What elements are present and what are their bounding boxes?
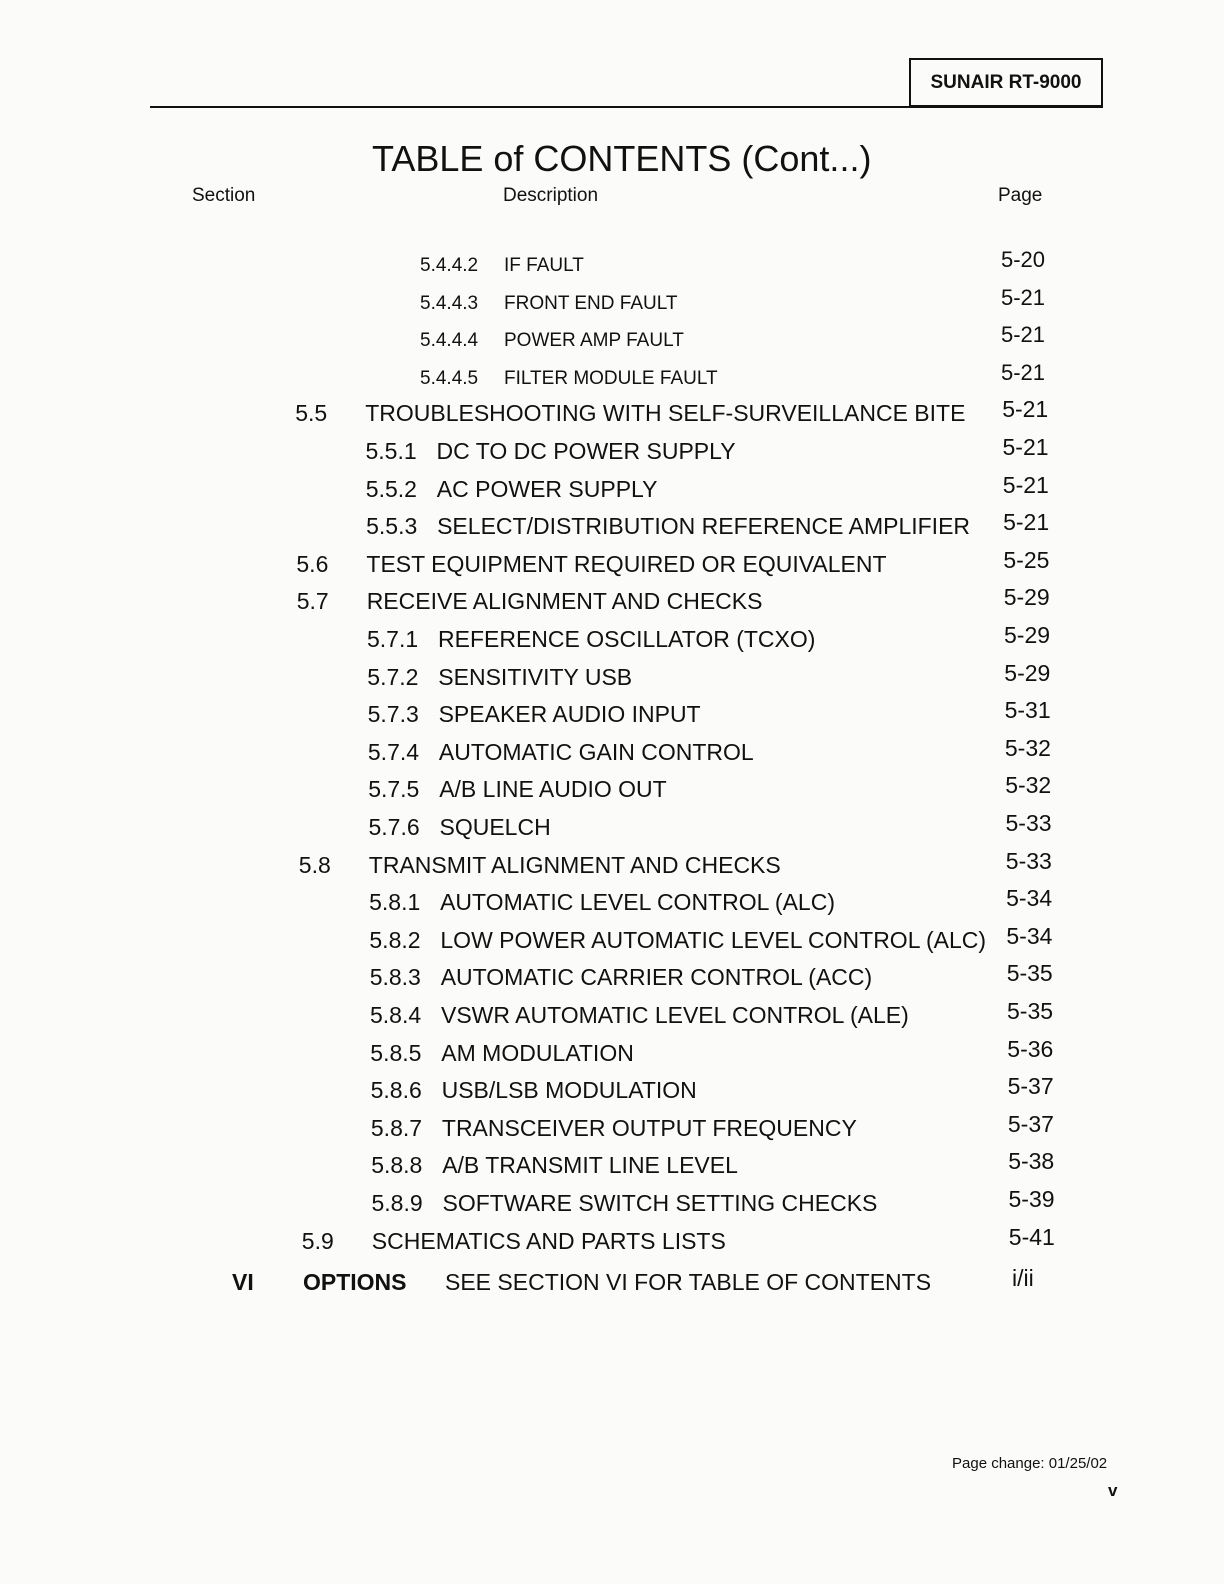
page-number: v xyxy=(1108,1481,1118,1500)
toc-entry[interactable] xyxy=(0,886,1224,920)
options-description: SEE SECTION VI FOR TABLE OF CONTENTS xyxy=(445,1269,932,1295)
toc-entry-number: 5.4.4.5 xyxy=(420,367,479,389)
toc-entry-page: 5-21 xyxy=(1001,322,1046,348)
toc-entry-description: SQUELCH xyxy=(439,814,551,840)
toc-entry[interactable] xyxy=(0,247,1224,281)
options-row[interactable] xyxy=(0,1266,1224,1300)
toc-entry[interactable] xyxy=(0,961,1224,995)
column-header-section: Section xyxy=(192,185,256,206)
toc-entry-description: POWER AMP FAULT xyxy=(504,330,684,352)
toc-entry[interactable] xyxy=(0,585,1224,619)
toc-entry[interactable] xyxy=(0,322,1224,356)
toc-entry[interactable] xyxy=(0,1225,1224,1259)
toc-entry-description: SOFTWARE SWITCH SETTING CHECKS xyxy=(442,1190,878,1216)
toc-entry-description: A/B LINE AUDIO OUT xyxy=(439,776,667,803)
toc-entry-number: 5.8.4 xyxy=(370,1002,422,1028)
toc-entry-number: 5.8.1 xyxy=(369,889,421,916)
toc-entry-page: 5-21 xyxy=(1002,434,1049,460)
toc-entry-description: LOW POWER AUTOMATIC LEVEL CONTROL (ALC) xyxy=(440,926,987,953)
options-page: i/ii xyxy=(1012,1265,1034,1291)
toc-entry-description: VSWR AUTOMATIC LEVEL CONTROL (ALE) xyxy=(441,1002,909,1028)
toc-entry-description: A/B TRANSMIT LINE LEVEL xyxy=(442,1152,738,1179)
toc-entry[interactable] xyxy=(0,698,1224,732)
toc-entry-description: AM MODULATION xyxy=(441,1039,634,1066)
toc-entry-page: 5-21 xyxy=(1002,396,1049,423)
toc-entry-page: 5-29 xyxy=(1004,622,1051,648)
toc-entry[interactable] xyxy=(0,473,1224,507)
toc-entry-number: 5.8.8 xyxy=(371,1152,423,1179)
toc-entry-number: 5.5.1 xyxy=(365,438,417,464)
toc-entry-page: 5-34 xyxy=(1006,885,1053,912)
toc-entry[interactable] xyxy=(0,435,1224,469)
toc-entry-number: 5.5 xyxy=(295,400,328,427)
toc-entry-number: 5.4.4.2 xyxy=(420,255,479,276)
toc-entry[interactable] xyxy=(0,811,1224,845)
toc-entry-page: 5-38 xyxy=(1008,1148,1055,1175)
toc-entry-description: SENSITIVITY USB xyxy=(438,663,633,690)
toc-entry[interactable] xyxy=(0,1112,1224,1146)
toc-entry[interactable] xyxy=(0,548,1224,582)
toc-entry-number: 5.8.5 xyxy=(370,1039,422,1066)
toc-entry-number: 5.4.4.3 xyxy=(420,292,479,314)
toc-entry-description: REFERENCE OSCILLATOR (TCXO) xyxy=(438,626,816,652)
toc-entry-page: 5-29 xyxy=(1004,659,1051,686)
toc-entry[interactable] xyxy=(0,510,1224,544)
toc-entry-page: 5-41 xyxy=(1008,1223,1055,1250)
toc-entry-description: TROUBLESHOOTING WITH SELF-SURVEILLANCE BITE xyxy=(365,400,966,427)
toc-entry-page: 5-32 xyxy=(1005,772,1052,799)
page-title: TABLE of CONTENTS (Cont...) xyxy=(372,138,872,179)
toc-entry-number: 5.8.9 xyxy=(371,1190,423,1216)
toc-entry-page: 5-35 xyxy=(1007,998,1054,1024)
toc-entry-description: DC TO DC POWER SUPPLY xyxy=(436,438,736,464)
toc-entry-description: SPEAKER AUDIO INPUT xyxy=(438,701,701,728)
toc-entry[interactable] xyxy=(0,924,1224,958)
toc-entry-description: SCHEMATICS AND PARTS LISTS xyxy=(371,1227,726,1254)
toc-entry-description: USB/LSB MODULATION xyxy=(441,1077,697,1104)
toc-entry-page: 5-31 xyxy=(1004,697,1051,724)
toc-entry-page: 5-21 xyxy=(1001,359,1046,385)
toc-entry-number: 5.7.4 xyxy=(367,738,420,765)
toc-entry-description: AUTOMATIC LEVEL CONTROL (ALC) xyxy=(440,889,835,916)
column-header-page: Page xyxy=(998,185,1043,206)
toc-entry-description: AUTOMATIC CARRIER CONTROL (ACC) xyxy=(440,964,873,991)
toc-entry-page: 5-33 xyxy=(1005,847,1052,874)
page-change-note: Page change: 01/25/02 xyxy=(952,1455,1108,1472)
toc-entry[interactable] xyxy=(0,736,1224,770)
toc-entry[interactable] xyxy=(0,1074,1224,1108)
toc-entry-number: 5.8 xyxy=(298,851,331,878)
toc-entry-page: 5-39 xyxy=(1008,1186,1055,1212)
toc-entry-number: 5.8.6 xyxy=(370,1077,422,1104)
toc-entry-page: 5-34 xyxy=(1006,922,1053,949)
header-rule xyxy=(150,106,1103,108)
options-label: OPTIONS xyxy=(303,1269,407,1295)
toc-entry[interactable] xyxy=(0,1187,1224,1221)
toc-entry-number: 5.7.3 xyxy=(367,701,419,728)
toc-entry-number: 5.8.2 xyxy=(369,926,421,953)
toc-entry-description: TRANSCEIVER OUTPUT FREQUENCY xyxy=(441,1114,857,1141)
options-section-number: VI xyxy=(232,1269,254,1295)
toc-entry-page: 5-35 xyxy=(1006,960,1053,987)
toc-entry-number: 5.6 xyxy=(296,550,329,577)
toc-entry[interactable] xyxy=(0,397,1224,431)
toc-entry[interactable] xyxy=(0,661,1224,695)
toc-entry-number: 5.4.4.4 xyxy=(420,330,479,352)
toc-entry-description: FRONT END FAULT xyxy=(504,292,678,314)
toc-entry-number: 5.8.3 xyxy=(369,964,421,991)
toc-entry-number: 5.8.7 xyxy=(370,1114,423,1141)
column-header-description: Description xyxy=(503,185,599,206)
toc-entry-description: AUTOMATIC GAIN CONTROL xyxy=(438,738,754,765)
toc-entry[interactable] xyxy=(0,773,1224,807)
toc-entry[interactable] xyxy=(0,1149,1224,1183)
toc-entry-page: 5-21 xyxy=(1003,509,1050,536)
toc-entry-number: 5.7 xyxy=(296,588,329,615)
toc-entry-page: 5-21 xyxy=(1001,284,1046,310)
toc-entry[interactable] xyxy=(0,849,1224,883)
toc-entry[interactable] xyxy=(0,623,1224,657)
toc-entry-page: 5-37 xyxy=(1007,1073,1054,1100)
toc-entry[interactable] xyxy=(0,285,1224,319)
toc-entry-description: TEST EQUIPMENT REQUIRED OR EQUIVALENT xyxy=(366,550,887,577)
toc-entry-page: 5-21 xyxy=(1002,471,1049,498)
toc-entry-description: TRANSMIT ALIGNMENT AND CHECKS xyxy=(368,851,781,878)
toc-entry-page: 5-32 xyxy=(1004,734,1051,761)
toc-entry-description: AC POWER SUPPLY xyxy=(436,475,658,502)
toc-entry-description: FILTER MODULE FAULT xyxy=(504,367,718,389)
toc-entry-number: 5.7.1 xyxy=(367,626,419,652)
model-label: SUNAIR RT-9000 xyxy=(930,71,1082,93)
toc-entry[interactable] xyxy=(0,999,1224,1033)
toc-entry-page: 5-29 xyxy=(1003,584,1050,611)
toc-entry-page: 5-33 xyxy=(1005,810,1052,836)
toc-entry-number: 5.7.2 xyxy=(367,663,419,690)
model-box xyxy=(909,58,1103,107)
toc-entry-number: 5.5.2 xyxy=(365,475,417,502)
toc-entry-page: 5-37 xyxy=(1007,1110,1054,1137)
toc-entry-page: 5-25 xyxy=(1003,546,1050,573)
toc-entry-number: 5.7.6 xyxy=(368,814,420,840)
toc-entry-description: IF FAULT xyxy=(504,255,584,276)
toc-entry-number: 5.7.5 xyxy=(368,776,420,803)
toc-entry[interactable] xyxy=(0,1037,1224,1071)
toc-entry-page: 5-20 xyxy=(1001,247,1046,272)
toc-entry-page: 5-36 xyxy=(1007,1035,1054,1062)
toc-entry-number: 5.9 xyxy=(301,1227,334,1254)
toc-entry-description: RECEIVE ALIGNMENT AND CHECKS xyxy=(366,588,763,615)
toc-entry-number: 5.5.3 xyxy=(366,513,418,540)
toc-entry[interactable] xyxy=(0,360,1224,394)
toc-entry-description: SELECT/DISTRIBUTION REFERENCE AMPLIFIER xyxy=(437,513,971,540)
